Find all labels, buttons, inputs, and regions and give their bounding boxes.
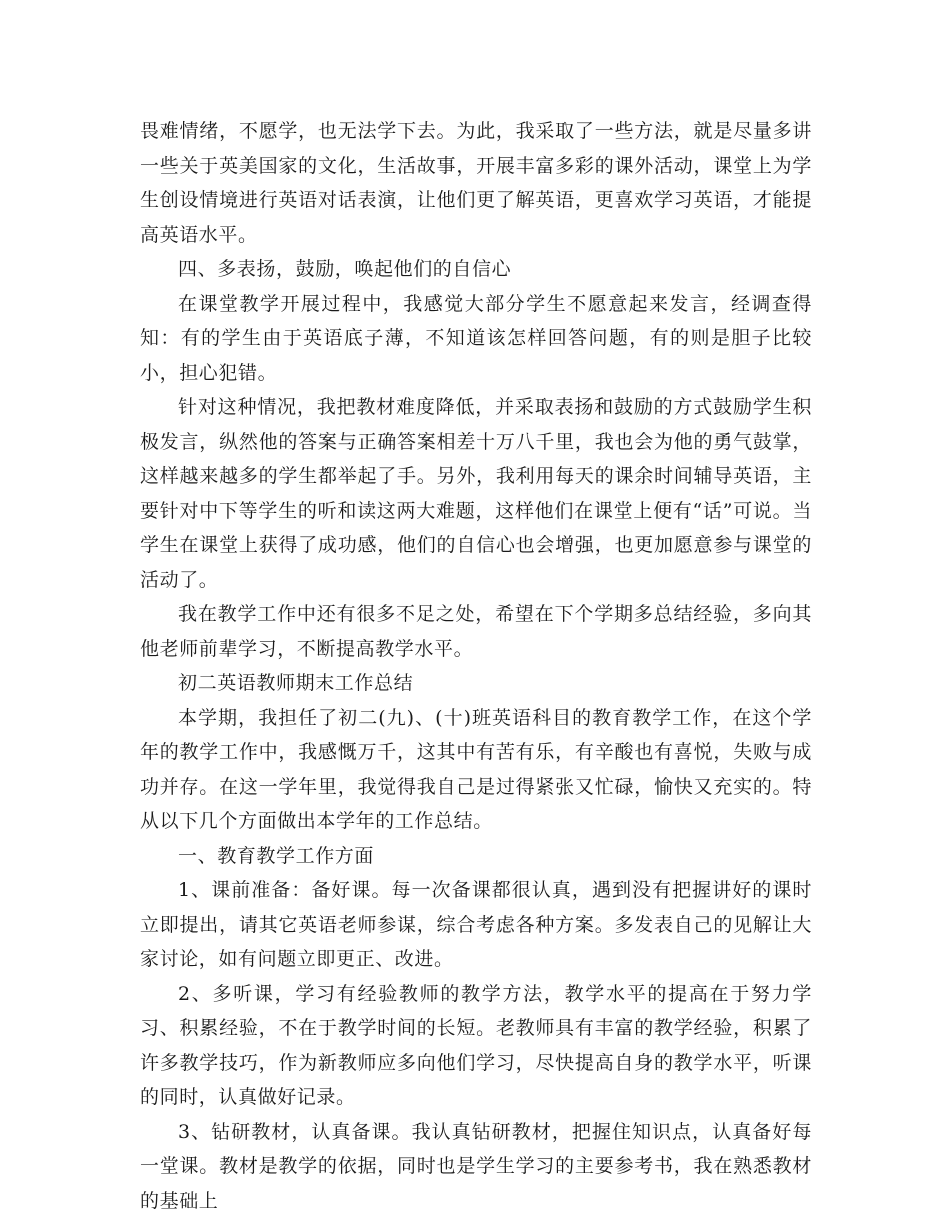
list-item: 3、钻研教材，认真备课。我认真钻研教材，把握住知识点，认真备好每一堂课。教材是教学的依据，同时也是学生学习的主要参考书，我在熟悉教材的基础上: [140, 1120, 812, 1212]
paragraph-continued: 畏难情绪，不愿学，也无法学下去。为此，我采取了一些方法，就是尽量多讲一些关于英美国家的文化，生活故事，开展丰富多彩的课外活动，课堂上为学生创设情境进行英语对话表演，让他们更了解英语，更喜欢学习英语，才能提高英语水平。: [140, 120, 812, 246]
paragraph: 在课堂教学开展过程中，我感觉大部分学生不愿意起来发言，经调查得知：有的学生由于英语底子薄，不知道该怎样回答问题，有的则是胆子比较小，担心犯错。: [140, 292, 812, 384]
paragraph: 针对这种情况，我把教材难度降低，并采取表扬和鼓励的方式鼓励学生积极发言，纵然他的答案与正确答案相差十万八千里，我也会为他的勇气鼓掌，这样越来越多的学生都举起了手。另外，我利用每天的课余时间辅导英语，主要针对中下等学生的听和读这两大难题，这样他们在课堂上便有“话”可说。当学生在课堂上获得了成功感，他们的自信心也会增强，也更加愿意参与课堂的活动了。: [140, 396, 812, 591]
paragraph: 本学期，我担任了初二(九)、(十)班英语科目的教育教学工作，在这个学年的教学工作中，我感慨万千，这其中有苦有乐，有辛酸也有喜悦，失败与成功并存。在这一学年里，我觉得我自己是过得紧张又忙碌，愉快又充实的。特从以下几个方面做出本学年的工作总结。: [140, 706, 812, 832]
document-title: 初二英语教师期末工作总结: [178, 672, 414, 694]
list-item: 1、课前准备：备好课。每一次备课都很认真，遇到没有把握讲好的课时立即提出，请其它英语老师参谋，综合考虑各种方案。多发表自己的见解让大家讨论，如有问题立即更正、改进。: [140, 879, 812, 970]
document-page: [140, 114, 812, 1218]
list-item: 2、多听课，学习有经验教师的教学方法，教学水平的提高在于努力学习、积累经验，不在于教学时间的长短。老教师具有丰富的教学经验，积累了许多教学技巧，作为新教师应多向他们学习，尽快提高自身的教学水平，听课的同时，认真做好记录。: [140, 982, 812, 1108]
paragraph: 我在教学工作中还有很多不足之处，希望在下个学期多总结经验，多向其他老师前辈学习，不断提高教学水平。: [140, 603, 812, 660]
section-heading-encouragement: 四、多表扬，鼓励，唤起他们的自信心: [178, 258, 512, 280]
section-heading-teaching-work: 一、教育教学工作方面: [178, 844, 375, 867]
